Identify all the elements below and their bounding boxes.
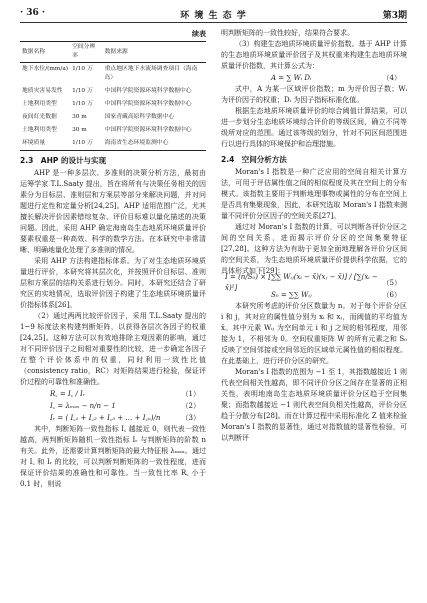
table-row [20,63,206,86]
cell-name: 地下水位/(mm/a) [22,66,69,72]
section-2-3-title: 2.3 AHP 的设计与实现 [20,156,106,165]
cell-resolution: 1/10 万 [72,88,93,94]
col-header-name: 数据名称 [20,42,70,63]
cell-resolution: 30 m [72,127,87,133]
paragraph: 通过对 Moran's I 指数的计算，可以判断各评价分区之间的空间关系，进而揭示评价分区的空间集聚特征[27,28]。这种方法为有助于更加全面地理解各评价分区间的空间关系，为生态地质环境质量评价提供科学依据，它的具体形式如下[29]： [221,223,407,275]
cell-resolution: 30 m [72,114,87,120]
journal-name: 环 境 生 态 学 [180,11,247,21]
cell-name: 土地利用类型 [22,101,57,107]
cell-source: 国家青藏高原科学数据中心 [104,114,175,120]
left-column [20,28,206,490]
formula-6: S₀ = ∑∑ Wᵢⱼ （6） [271,290,401,299]
paragraph: （3）构建生态地质环境质量评价指数。基于 AHP 计算的生态地质环境质量评价因子及其权重来构建生态地质环境质量评价指数，其计算公式为： [221,40,407,70]
paragraph: 根据生态地质环境质量评价的综合阈值计算结果，可以进一步划分生态地质环境综合评价的等级区间，确立不同等级所对应的范围。通过该等级的划分，针对不同区间范围进行以进行具体的环境保护和治理措施。 [221,107,407,148]
paragraph: （2）通过两两比较评价因子，采用 T.L.Saaty 提出的 1~9 标度法来构建判断矩阵，以获得各层次各因子的权重[24,25]。这种方法可以有效地排除主观因素的影响，通过对不同评价因子之间相对重要性的比较，进一步确定各因子在整个评价体系中的权重，同时利用一致性比值（consistency ratio，RC）对矩阵结果进行检验，保证评价过程的可靠性和准确性。 [20,312,206,386]
cell-name: 土地利用类型 [22,127,57,133]
col-header-source: 数据来源 [103,42,206,63]
paragraph: 明判断矩阵的一致性较好，结果符合要求。 [221,29,354,37]
table-row [20,137,206,151]
paragraph: Moran's I 指数的范围为 −1 至 1，其指数越接近 1 则代表空间相关性越高，即不同评价分区之间存在显著的正相关性，表明地南岛生态地质环境质量评价分区趋于空间集聚；而指数越接近 −1 则代表空间负相关性越高，评价分区趋于分散分布[28]。而在计算过程中采用标准化 Z 值来检验 Moran's I 指数的显著性，通过对指数值的显著性检验，可以判断评 [221,368,407,442]
issue-number: 第3期 [382,11,407,21]
table-continued-label: 续表 [192,29,206,38]
formula-3: Iᵣ = ( I꜀₁ + I꜀₂ + I꜀₃ + … + I꜀ₙ)/n （3） [50,413,200,422]
cell-source: 海南省生态环境监测中心 [103,137,206,151]
paragraph: 本研究所考虑的评价分区数量为 n。对于每个评价分区 i 和 j，其对应的属性值分别为 xᵢ 和 xⱼ，而阈值的平均值为 x̄。其中元素 Wᵢⱼ 为空间单元 i 和 j 之间的相邻程度，用邻接为 1，不相邻为 0。空间权重矩阵 W 的所有元素之和 S₀ 反映了空间邻接或空间邻近的区域单元属性值的相似程度。在此基础上，进行评价分区的研究。 [221,302,407,365]
formula-1: R꜀ = I꜀ / Iᵣ （1） [50,389,200,398]
cell-resolution: 1/10 万 [72,101,93,107]
cell-name: 夜间灯光数据 [22,114,57,120]
formula-4: A = ∑ Wᵢ Dᵢ （4） [271,73,401,82]
formula-5: I = (n/S₀) × [∑∑ Wᵢⱼ(xᵢ − x̄)(xⱼ − x̄)] / [∑(xᵢ − x̄)²] （5） [225,273,401,292]
cell-source: 中国科学院资源环境科学数据中心 [104,88,192,94]
cell-source: 中国科学院资源环境科学数据中心 [104,127,192,133]
cell-resolution: 1/10 万 [70,137,103,151]
page-number: · 36 · [20,8,46,18]
cell-source: 中国科学院资源环境科学数据中心 [104,101,192,107]
cell-name: 地质灾害易发性 [22,88,63,94]
formula-2: I꜀ = λₘₐₓ − n/n − 1 （2） [50,401,200,410]
data-source-table [20,41,206,151]
table-row [20,111,206,124]
paragraph: 采用 AHP 方法构建指标体系。为了对生态地质环境质量进行评价，本研究将其层次化，并按照评价目标层、准则层和方案层的结构关系进行划分。同时，本研究还结合了研究区的实地情况，选取评价因子构建了生态地质环境质量评价指标体系[26]。 [20,257,206,309]
col-header-resolution: 空间分辨率 [70,42,103,63]
paragraph: Moran's I 指数是一种广泛应用的空间自相关计算方法，可用于评估属性值之间的相似程度及其在空间上的分布模式。该指数主要用于判断地理事物或属性的分布在空间上是否具有集聚现象，因此，本研究选取 Moran's I 指数来测量不同评价分区因子的空间关系[27]。 [221,168,407,220]
cell-name: 环境质量 [20,137,70,151]
header-rule [20,22,407,23]
table-row [20,124,206,137]
table-row [20,85,206,98]
paragraph: AHP 是一种多层次、多准则的决策分析方法，最初由运筹学家 T.L.Saaty 提出，旨在将所有与决策任务相关的因素分为目标层、准则层和方案层等部分来解决问题，并对问题进行定性和定量分析[24,25]。AHP 适用范围广泛，尤其擅长解决评价因素错综复杂、评价目标难以量化描述的决策问题。因此，采用 AHP 确定海南岛生态地质环境质量评价要素权重是一种高效、科学的数学方法。在本研究中非常清晰、明确地量化处理了多准则的情况。 [20,169,206,254]
paragraph: 其中，判断矩阵一致性指标 I꜀ 越接近 0，则代表一致性越高，两判断矩阵随机一致性指标 Iᵣ 与判断矩阵的阶数 n 有关。此外，还需要计算判断矩阵的最大特征根 λₘₐₓ。通过对 I꜀ 和 Iᵣ 的比较，可以判断判断矩阵的一致性程度，进而保证评价结果的准确性和可靠性。当一致性比率 R꜀ 小于 0.1 时，则说 [20,425,206,488]
cell-source: 重点地区地下水流场调查项目（海南岛） [104,66,198,81]
right-column [221,28,407,444]
cell-resolution: 1/10 万 [72,66,93,72]
paragraph: 式中，A 为某一区域评价指数；m 为评价因子数；Wᵢ 为评价因子的权重；Dᵢ 为因子指标标准化值。 [221,85,407,104]
table-body [20,63,206,151]
table-row [20,98,206,111]
section-2-4-title: 2.4 空间分析方法 [221,155,287,164]
page-header [20,4,407,22]
